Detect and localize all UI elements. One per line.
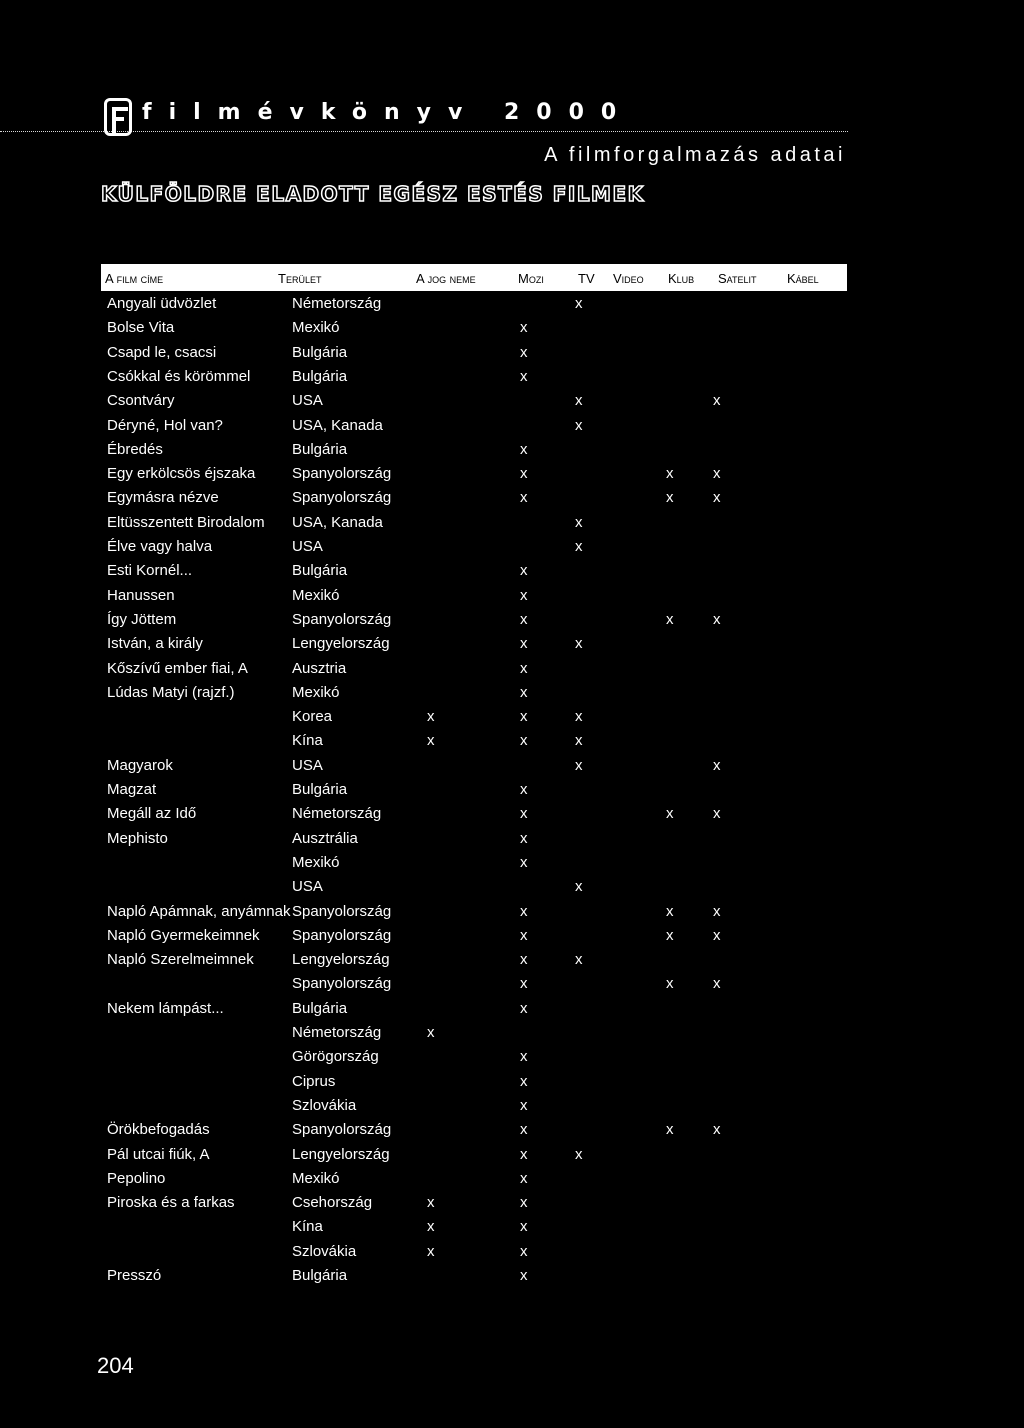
jog-mark: x xyxy=(427,1194,435,1212)
country-cell: Spanyolország xyxy=(292,465,392,483)
mozi-mark: x xyxy=(520,1242,528,1260)
section-title: KÜLFÖLDRE ELADOTT EGÉSZ ESTÉS FILMEK xyxy=(101,182,645,206)
table-row xyxy=(0,926,1024,950)
table-row xyxy=(0,683,1024,707)
table-row xyxy=(0,1047,1024,1071)
video-mark: x xyxy=(666,902,674,920)
table-row xyxy=(0,1023,1024,1047)
mozi-mark: x xyxy=(520,1096,528,1114)
film-title-cell: Pepolino xyxy=(107,1169,166,1187)
mozi-mark: x xyxy=(520,659,528,677)
country-cell: Németország xyxy=(292,1024,382,1041)
klub-mark: x xyxy=(713,756,721,774)
country-cell: Bulgária xyxy=(292,440,348,458)
mozi-mark: x xyxy=(520,440,528,458)
country-cell: Kína xyxy=(292,1218,323,1236)
country-cell: Németország xyxy=(292,805,382,823)
country-cell: Bulgária xyxy=(292,1267,348,1284)
mozi-mark: x xyxy=(520,781,528,798)
table-row xyxy=(0,877,1024,901)
column-header-kabel: Kábel xyxy=(787,271,819,286)
mozi-mark: x xyxy=(520,319,528,337)
film-title-cell: Magyarok xyxy=(107,756,173,774)
mozi-mark: x xyxy=(520,829,528,847)
film-title-cell: Napló Gyermekeimnek xyxy=(107,926,260,944)
tv-mark: x xyxy=(575,538,583,555)
mozi-mark: x xyxy=(520,853,528,871)
mozi-mark: x xyxy=(520,343,528,361)
column-header-title: A film címe xyxy=(105,271,164,286)
country-cell: Korea xyxy=(292,708,333,726)
table-row xyxy=(0,1217,1024,1241)
video-mark: x xyxy=(666,610,674,628)
film-title-cell: Magzat xyxy=(107,781,157,798)
film-title-cell: Kőszívű ember fiai, A xyxy=(107,659,248,677)
country-cell: Lengyelország xyxy=(292,951,390,969)
country-cell: Mexikó xyxy=(292,683,340,701)
table-row xyxy=(0,561,1024,585)
video-mark: x xyxy=(666,489,674,507)
country-cell: Spanyolország xyxy=(292,902,392,920)
table-row xyxy=(0,1072,1024,1096)
table-row xyxy=(0,1169,1024,1193)
country-cell: Spanyolország xyxy=(292,926,392,944)
mozi-mark: x xyxy=(520,635,528,653)
klub-mark: x xyxy=(713,805,721,823)
film-title-cell: Élve vagy halva xyxy=(107,538,213,555)
mozi-mark: x xyxy=(520,1048,528,1066)
film-title-cell: Hanussen xyxy=(107,586,175,604)
klub-mark: x xyxy=(713,1121,721,1139)
country-cell: Spanyolország xyxy=(292,975,392,993)
table-row xyxy=(0,537,1024,561)
mozi-mark: x xyxy=(520,1072,528,1090)
jog-mark: x xyxy=(427,1024,435,1041)
table-row xyxy=(0,756,1024,780)
country-cell: Mexikó xyxy=(292,1169,340,1187)
mozi-mark: x xyxy=(520,1169,528,1187)
country-cell: Lengyelország xyxy=(292,1145,390,1163)
mozi-mark: x xyxy=(520,610,528,628)
film-title-cell: Csapd le, csacsi xyxy=(107,343,217,361)
film-title-cell: Egymásra nézve xyxy=(107,489,219,507)
brand-title: filmévkönyv 2000 xyxy=(142,100,634,125)
film-title-cell: Megáll az Idő xyxy=(107,805,197,823)
film-title-cell: Piroska és a farkas xyxy=(107,1194,235,1212)
country-cell: Lengyelország xyxy=(292,635,390,653)
mozi-mark: x xyxy=(520,367,528,385)
country-cell: Németország xyxy=(292,295,382,312)
table-row xyxy=(0,367,1024,391)
table-row xyxy=(0,391,1024,415)
country-cell: USA xyxy=(292,878,323,896)
country-cell: Bulgária xyxy=(292,367,348,385)
country-cell: Spanyolország xyxy=(292,1121,392,1139)
country-cell: Bulgária xyxy=(292,343,348,361)
table-row xyxy=(0,707,1024,731)
tv-mark: x xyxy=(575,392,583,410)
column-header-video: Video xyxy=(613,271,644,286)
country-cell: USA xyxy=(292,392,323,410)
film-title-cell: Angyali üdvözlet xyxy=(107,295,217,312)
video-mark: x xyxy=(666,1121,674,1139)
country-cell: Görögország xyxy=(292,1048,379,1066)
country-cell: Mexikó xyxy=(292,586,340,604)
country-cell: Mexikó xyxy=(292,853,340,871)
table-row xyxy=(0,1145,1024,1169)
country-cell: Ausztria xyxy=(292,659,347,677)
klub-mark: x xyxy=(713,489,721,507)
film-title-cell: Napló Apámnak, anyámnak xyxy=(107,902,291,920)
tv-mark: x xyxy=(575,513,583,531)
column-header-mozi: Mozi xyxy=(518,271,544,286)
film-title-cell: Eltüsszentett Birodalom xyxy=(107,513,265,531)
jog-mark: x xyxy=(427,708,435,726)
table-row xyxy=(0,1193,1024,1217)
film-title-cell: Bolse Vita xyxy=(107,319,175,337)
country-cell: Bulgária xyxy=(292,999,348,1017)
table-header xyxy=(101,264,847,291)
film-title-cell: Esti Kornél... xyxy=(107,562,193,580)
film-title-cell: Presszó xyxy=(107,1267,162,1284)
column-header-jog: A jog neme xyxy=(416,271,476,286)
filmevkonyv-logo-icon xyxy=(104,98,132,136)
column-header-satelit: Satelit xyxy=(718,271,757,286)
film-title-cell: István, a király xyxy=(107,635,203,653)
country-cell: Mexikó xyxy=(292,319,340,337)
mozi-mark: x xyxy=(520,999,528,1017)
mozi-mark: x xyxy=(520,975,528,993)
klub-mark: x xyxy=(713,926,721,944)
film-title-cell: Ébredés xyxy=(107,440,163,458)
film-title-cell: Déryné, Hol van? xyxy=(107,416,223,434)
country-cell: USA, Kanada xyxy=(292,416,383,434)
film-title-cell: Így Jöttem xyxy=(107,610,177,628)
tv-mark: x xyxy=(575,708,583,726)
table-row xyxy=(0,974,1024,998)
table-row xyxy=(0,853,1024,877)
table-row xyxy=(0,780,1024,804)
tv-mark: x xyxy=(575,756,583,774)
column-header-klub: Klub xyxy=(668,271,695,286)
mozi-mark: x xyxy=(520,562,528,580)
video-mark: x xyxy=(666,465,674,483)
country-cell: Csehország xyxy=(292,1194,373,1212)
table-row xyxy=(0,586,1024,610)
mozi-mark: x xyxy=(520,586,528,604)
tv-mark: x xyxy=(575,295,583,312)
tv-mark: x xyxy=(575,951,583,969)
country-cell: Ausztrália xyxy=(292,829,358,847)
country-cell: Kína xyxy=(292,732,323,750)
mozi-mark: x xyxy=(520,1145,528,1163)
mozi-mark: x xyxy=(520,489,528,507)
tv-mark: x xyxy=(575,635,583,653)
table-row xyxy=(0,294,1024,318)
klub-mark: x xyxy=(713,392,721,410)
table-row xyxy=(0,513,1024,537)
tv-mark: x xyxy=(575,878,583,896)
country-cell: Spanyolország xyxy=(292,489,392,507)
mozi-mark: x xyxy=(520,732,528,750)
mozi-mark: x xyxy=(520,805,528,823)
table-row xyxy=(0,731,1024,755)
country-cell: Bulgária xyxy=(292,781,348,798)
film-title-cell: Napló Szerelmeimnek xyxy=(107,951,254,969)
mozi-mark: x xyxy=(520,1218,528,1236)
column-header-tv: TV xyxy=(578,271,595,286)
table-row xyxy=(0,950,1024,974)
column-header-country: Terület xyxy=(278,271,322,286)
table-row xyxy=(0,1096,1024,1120)
table-row xyxy=(0,416,1024,440)
table-row xyxy=(0,804,1024,828)
film-title-cell: Csontváry xyxy=(107,392,175,410)
mozi-mark: x xyxy=(520,902,528,920)
film-title-cell: Nekem lámpást... xyxy=(107,999,224,1017)
jog-mark: x xyxy=(427,1218,435,1236)
film-title-cell: Pál utcai fiúk, A xyxy=(107,1145,210,1163)
table-row xyxy=(0,610,1024,634)
video-mark: x xyxy=(666,926,674,944)
video-mark: x xyxy=(666,805,674,823)
table-row xyxy=(0,829,1024,853)
film-title-cell: Mephisto xyxy=(107,829,168,847)
table-row xyxy=(0,343,1024,367)
tv-mark: x xyxy=(575,732,583,750)
table-row xyxy=(0,464,1024,488)
mozi-mark: x xyxy=(520,926,528,944)
table-row xyxy=(0,999,1024,1023)
film-title-cell: Örökbefogadás xyxy=(107,1121,210,1139)
mozi-mark: x xyxy=(520,708,528,726)
tv-mark: x xyxy=(575,1145,583,1163)
mozi-mark: x xyxy=(520,465,528,483)
klub-mark: x xyxy=(713,975,721,993)
table-row xyxy=(0,488,1024,512)
jog-mark: x xyxy=(427,732,435,750)
klub-mark: x xyxy=(713,610,721,628)
country-cell: Spanyolország xyxy=(292,610,392,628)
mozi-mark: x xyxy=(520,951,528,969)
table-row xyxy=(0,1242,1024,1266)
table-row xyxy=(0,659,1024,683)
klub-mark: x xyxy=(713,465,721,483)
country-cell: Bulgária xyxy=(292,562,348,580)
jog-mark: x xyxy=(427,1242,435,1260)
page-number: 204 xyxy=(97,1353,134,1378)
video-mark: x xyxy=(666,975,674,993)
mozi-mark: x xyxy=(520,1121,528,1139)
table-row xyxy=(0,318,1024,342)
mozi-mark: x xyxy=(520,1194,528,1212)
table-row xyxy=(0,1120,1024,1144)
table-row xyxy=(0,902,1024,926)
country-cell: Ciprus xyxy=(292,1072,336,1090)
tv-mark: x xyxy=(575,416,583,434)
table-row xyxy=(0,1266,1024,1290)
country-cell: USA xyxy=(292,756,323,774)
mozi-mark: x xyxy=(520,1267,528,1284)
mozi-mark: x xyxy=(520,683,528,701)
film-title-cell: Csókkal és körömmel xyxy=(107,367,251,385)
table-row xyxy=(0,634,1024,658)
country-cell: Szlovákia xyxy=(292,1096,357,1114)
page-subtitle: A filmforgalmazás adatai xyxy=(544,144,846,166)
country-cell: Szlovákia xyxy=(292,1242,357,1260)
film-title-cell: Egy erkölcsös éjszaka xyxy=(107,465,256,483)
table-row xyxy=(0,440,1024,464)
country-cell: USA xyxy=(292,538,323,555)
film-title-cell: Lúdas Matyi (rajzf.) xyxy=(107,683,235,701)
klub-mark: x xyxy=(713,902,721,920)
country-cell: USA, Kanada xyxy=(292,513,383,531)
